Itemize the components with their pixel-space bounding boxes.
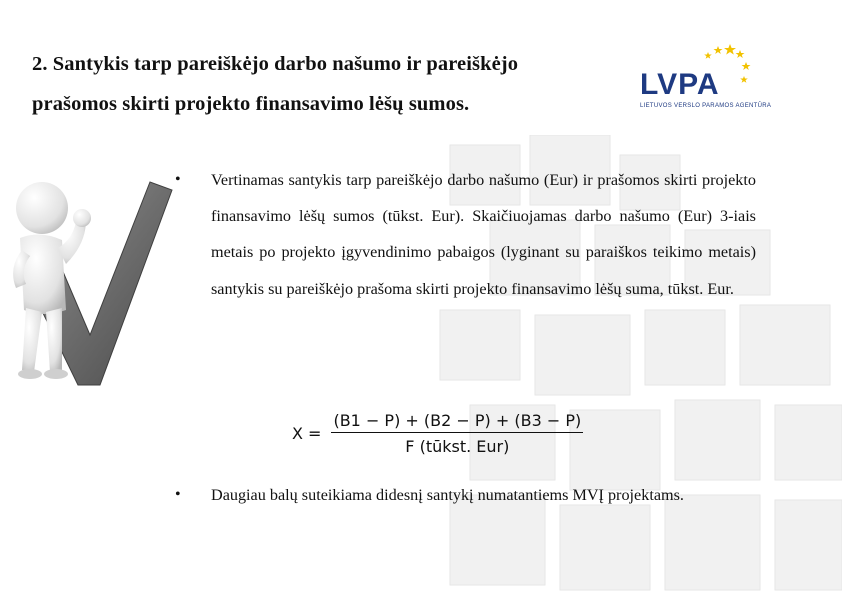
bullet-text-1: Vertinamas santykis tarp pareiškėjo darbo našumo (Eur) ir prašomos skirti projekto finansavimo lėšų sumos (tūkst. Eur). Skaičiuojamas darbo našumo (Eur) 3-iais metais po projekto įgyvendinimo pabaigos (lyginant su paraiškos teikimo metais) santykis su pareiškėjo prašoma skirti projekto finansavimo lėšų suma, tūkst. Eur. [211,171,756,298]
formula-numerator: (B1 − P) + (B2 − P) + (B3 − P) [331,411,583,433]
logo-subtitle: LIETUVOS VERSLO PARAMOS AGENTŪRA [640,103,772,109]
slide-title [32,44,672,124]
bullet-text-2: Daugiau balų suteikiama didesnį santykį numatantiems MVĮ projektams. [211,486,684,504]
formula-lhs: X = [292,423,322,443]
person-with-checkmark-icon [0,160,175,395]
formula-denominator: F (tūkst. Eur) [405,436,510,456]
logo-text: LVPA [640,68,720,101]
formula [292,402,583,464]
slide-title-line-1: 2. Santykis tarp pareiškėjo darbo našumo ir pareiškėjo [32,53,519,75]
bullet-marker-1: • [175,171,181,188]
formula-fraction [331,411,583,456]
slide-title-line-2: prašomos skirti projekto finansavimo lėšų sumos. [32,93,470,115]
bullet-marker-2: • [175,486,181,503]
